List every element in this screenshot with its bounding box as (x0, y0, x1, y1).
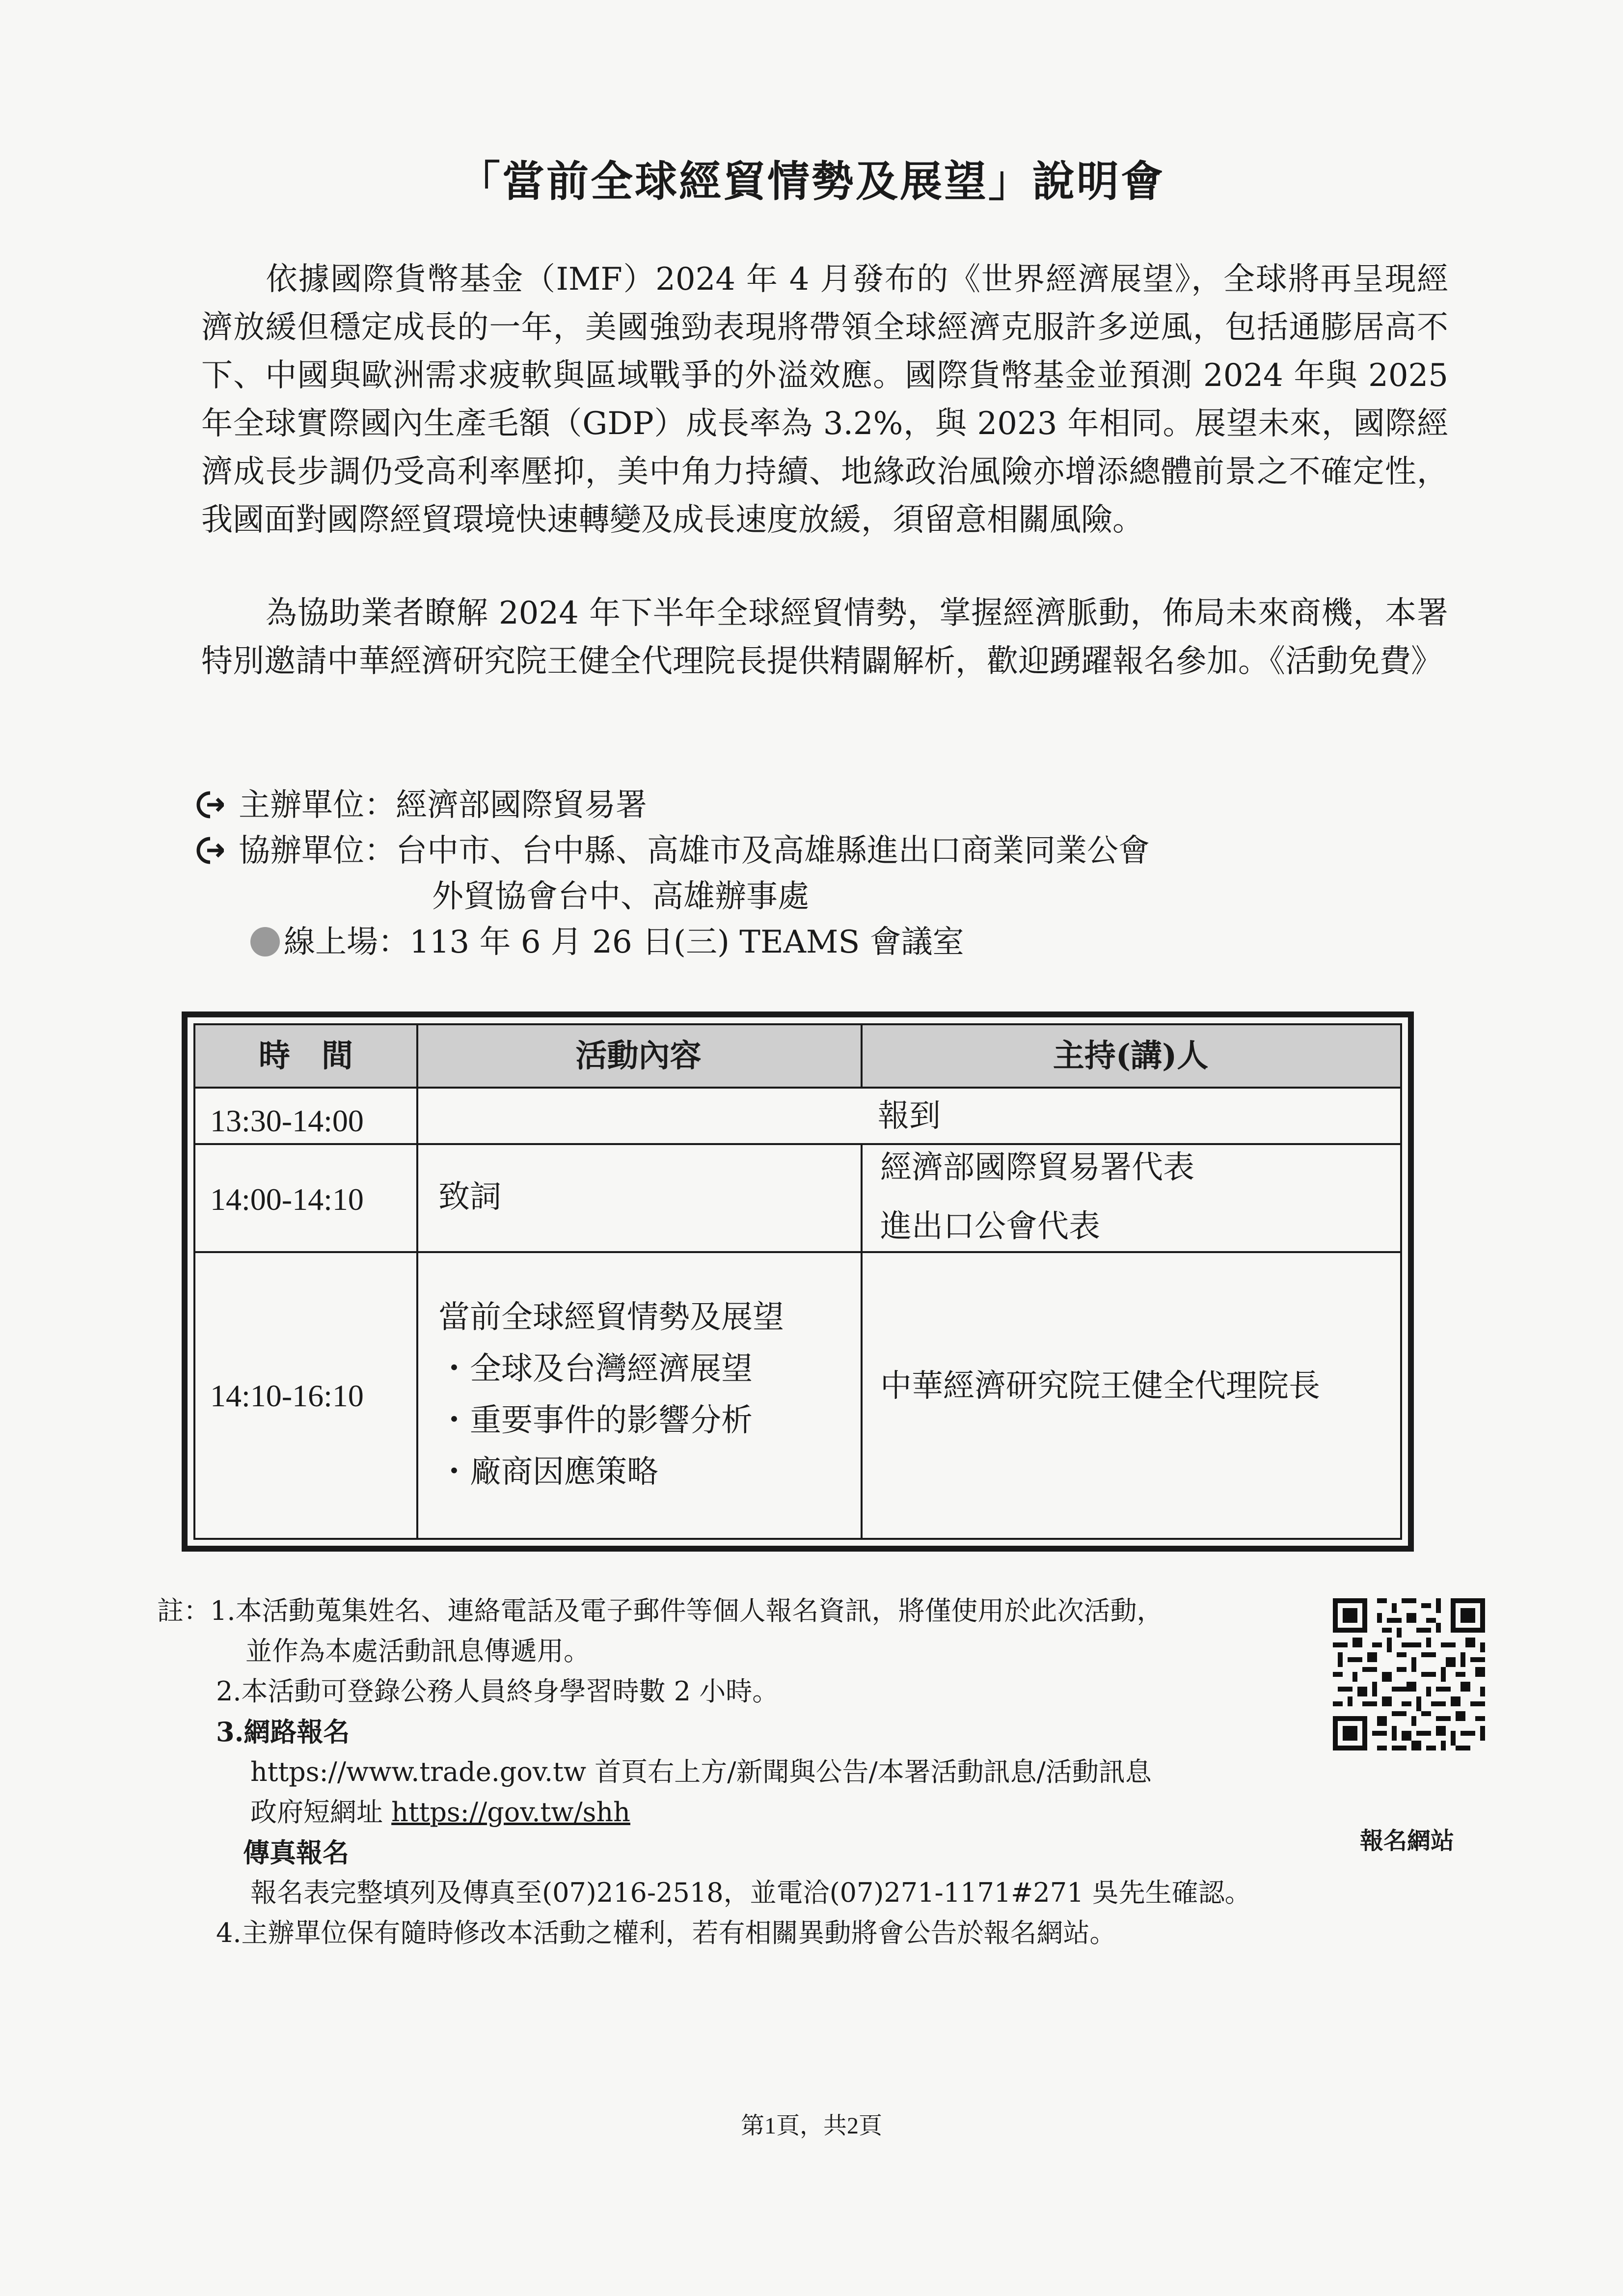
qr-caption: 報名網站 (1360, 1827, 1455, 1855)
host-label: 主辦單位： (239, 787, 396, 823)
note-4: 4.主辦單位保有隨時修改本活動之權利，若有相關異動將會公告於報名網站。 (216, 1917, 1116, 1948)
host-row (196, 783, 647, 827)
row2-time: 14:00-14:10 (210, 1182, 364, 1217)
co-organizer-value-line2: 外貿協會台中、高雄辦事處 (432, 878, 809, 915)
row1-time: 13:30-14:00 (210, 1103, 364, 1138)
bullet-dot-icon (250, 927, 280, 957)
row2-speaker-1: 經濟部國際貿易署代表 (880, 1149, 1194, 1186)
intro-paragraph-2 (201, 589, 1448, 685)
note-3-url-line: https://www.trade.gov.tw 首頁右上方/新聞與公告/本署活動訊息/活動訊息 (250, 1756, 1152, 1787)
row2-speaker-2: 進出口公會代表 (880, 1208, 1100, 1245)
intro-paragraph-1-text: 依據國際貨幣基金（IMF）2024 年 4 月發布的《世界經濟展望》，全球將再呈現經濟放緩但穩定成長的一年，美國強勁表現將帶領全球經濟克服許多逆風，包括通膨居高不下、中國與歐洲需求疲軟與區域戰爭的外溢效應。國際貨幣基金並預測 2024 年與 2025 年全球實際國內生產毛額（GDP）成長率為 3.2%，與 2023 年相同。展望未來，國際經濟成長步調仍受高利率壓抑，美中角力持續、地緣政治風險亦增添總體前景之不確定性，我國面對國際經貿環境快速轉變及成長速度放緩，須留意相關風險。 (201, 261, 1448, 538)
fax-text: 報名表完整填列及傳真至(07)216-2518，並電洽(07)271-1171#271 吳先生確認。 (250, 1877, 1251, 1908)
online-session-row (250, 920, 964, 964)
note-1-line-1: 1.本活動蒐集姓名、連絡電話及電子郵件等個人報名資訊，將僅使用於此次活動， (210, 1595, 1163, 1626)
table-header-row (195, 1025, 1400, 1089)
co-organizer-row (196, 829, 1150, 873)
column-divider (861, 1025, 863, 1089)
row1-content: 報到 (878, 1098, 941, 1134)
co-organizer-value-line1: 台中市、台中縣、高雄市及高雄縣進出口商業同業公會 (396, 833, 1150, 869)
row3-content-line2: ・全球及台灣經濟展望 (438, 1351, 753, 1387)
row3-speaker: 中華經濟研究院王健全代理院長 (880, 1368, 1320, 1404)
row-divider (195, 1143, 1400, 1145)
page-title: 「當前全球經貿情勢及展望」說明會 (458, 157, 1165, 206)
short-url-link[interactable]: https://gov.tw/shh (391, 1797, 630, 1828)
online-session-value: 113 年 6 月 26 日(三) TEAMS 會議室 (409, 924, 964, 960)
note-1-line-2: 並作為本處活動訊息傳遞用。 (245, 1636, 590, 1667)
online-session-label: 線上場： (284, 924, 409, 960)
arrow-right-circle-icon (196, 837, 224, 864)
note-3-short-label: 政府短網址 (250, 1797, 392, 1828)
row3-content-line1: 當前全球經貿情勢及展望 (438, 1299, 784, 1336)
note-2: 2.本活動可登錄公務人員終身學習時數 2 小時。 (216, 1676, 779, 1707)
intro-paragraph-2-text: 為協助業者瞭解 2024 年下半年全球經貿情勢，掌握經濟脈動，佈局未來商機，本署特別邀請中華經濟研究院王健全代理院長提供精闢解析，歡迎踴躍報名參加。《活動免費》 (201, 595, 1448, 680)
row2-content: 致詞 (438, 1179, 501, 1215)
fax-heading: 傳真報名 (243, 1837, 349, 1868)
header-time: 時 間 (259, 1038, 353, 1074)
page-number: 第1頁，共2頁 (740, 2113, 882, 2139)
header-content: 活動內容 (575, 1038, 702, 1074)
note-3-heading: 3.網路報名 (216, 1716, 350, 1748)
co-organizer-label: 協辦單位： (239, 833, 396, 869)
column-divider (861, 1143, 863, 1538)
intro-paragraph-1 (201, 255, 1448, 544)
schedule-table (182, 1011, 1414, 1552)
qr-code[interactable] (1328, 1593, 1490, 1755)
host-value: 經濟部國際貿易署 (396, 787, 647, 823)
header-speaker: 主持(講)人 (1053, 1038, 1209, 1074)
row3-content-line4: ・廠商因應策略 (438, 1454, 658, 1490)
row3-content-line3: ・重要事件的影響分析 (438, 1402, 753, 1439)
row-divider (195, 1251, 1400, 1253)
column-divider (416, 1025, 418, 1538)
arrow-right-circle-icon (196, 791, 224, 819)
notes-prefix: 註： (157, 1595, 210, 1626)
row3-time: 14:10-16:10 (210, 1378, 364, 1413)
